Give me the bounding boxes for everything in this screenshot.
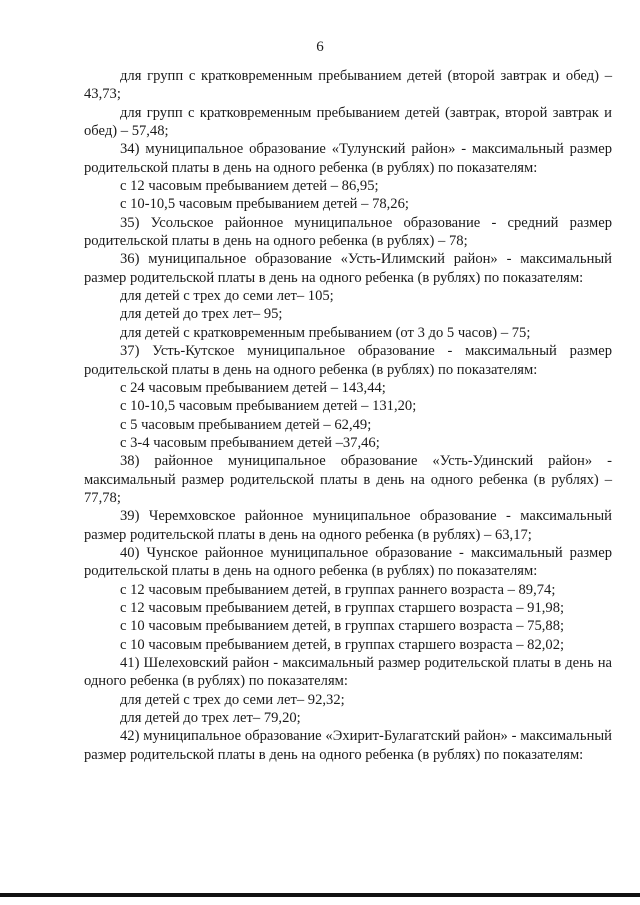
page-bottom-edge bbox=[0, 893, 640, 897]
paragraph: с 10-10,5 часовым пребыванием детей – 131,20; bbox=[120, 398, 417, 415]
paragraph: 40) Чунское районное муниципальное образование - максимальный размер родительской платы в день на одного ребенка (в рублях) по показателям: bbox=[84, 544, 612, 580]
paragraph: с 5 часовым пребыванием детей – 62,49; bbox=[120, 416, 372, 433]
paragraph: с 24 часовым пребыванием детей – 143,44; bbox=[120, 379, 386, 396]
paragraph: для детей с трех до семи лет– 105; bbox=[120, 288, 334, 305]
paragraph: 38) районное муниципальное образование «Усть-Удинский район» - максимальный размер родительской платы в день на одного ребенка (в рублях) – 77,78; bbox=[84, 453, 612, 506]
paragraph: для детей до трех лет– 95; bbox=[120, 306, 283, 323]
paragraph: 36) муниципальное образование «Усть-Илимский район» - максимальный размер родительской платы в день на одного ребенка (в рублях) по показателям: bbox=[84, 251, 612, 286]
paragraph: для групп с кратковременным пребыванием детей (завтрак, второй завтрак и обед) – 57,48; bbox=[84, 104, 612, 140]
paragraph: 42) муниципальное образование «Эхирит-Булагатский район» - максимальный размер родительской платы в день на одного ребенка (в рублях) по показателям: bbox=[84, 728, 612, 763]
paragraph: для детей с кратковременным пребыванием (от 3 до 5 часов) – 75; bbox=[120, 324, 531, 341]
paragraph: 34) муниципальное образование «Тулунский район» - максимальный размер родительской платы в день на одного ребенка (в рублях) по показателям: bbox=[84, 141, 612, 176]
paragraph: для детей с трех до семи лет– 92,32; bbox=[120, 691, 345, 708]
paragraph: 39) Черемховское районное муниципальное образование - максимальный размер родительской платы в день на одного ребенка (в рублях) – 63,17; bbox=[84, 508, 612, 543]
paragraph: 37) Усть-Кутское муниципальное образование - максимальный размер родительской платы в день на одного ребенка (в рублях) по показателям: bbox=[84, 343, 612, 378]
document-body bbox=[84, 67, 612, 764]
paragraph: 41) Шелеховский район - максимальный размер родительской платы в день на одного ребенка (в рублях) по показателям: bbox=[84, 655, 612, 690]
paragraph: с 10-10,5 часовым пребыванием детей – 78,26; bbox=[120, 196, 409, 213]
paragraph: с 12 часовым пребыванием детей, в группах старшего возраста – 91,98; bbox=[120, 599, 565, 616]
paragraph: для групп с кратковременным пребыванием детей (второй завтрак и обед) – 43,73; bbox=[84, 68, 612, 103]
paragraph: для детей до трех лет– 79,20; bbox=[120, 710, 301, 727]
page-number: 6 bbox=[316, 39, 324, 55]
paragraph: с 12 часовым пребыванием детей, в группах раннего возраста – 89,74; bbox=[120, 581, 556, 598]
paragraph: с 12 часовым пребыванием детей – 86,95; bbox=[120, 178, 379, 195]
paragraph: с 3-4 часовым пребыванием детей –37,46; bbox=[120, 434, 380, 451]
paragraph: 35) Усольское районное муниципальное образование - средний размер родительской платы в день на одного ребенка (в рублях) – 78; bbox=[84, 214, 612, 250]
paragraph: с 10 часовым пребыванием детей, в группах старшего возраста – 75,88; bbox=[120, 618, 565, 635]
paragraph: с 10 часовым пребыванием детей, в группах старшего возраста – 82,02; bbox=[120, 636, 565, 653]
